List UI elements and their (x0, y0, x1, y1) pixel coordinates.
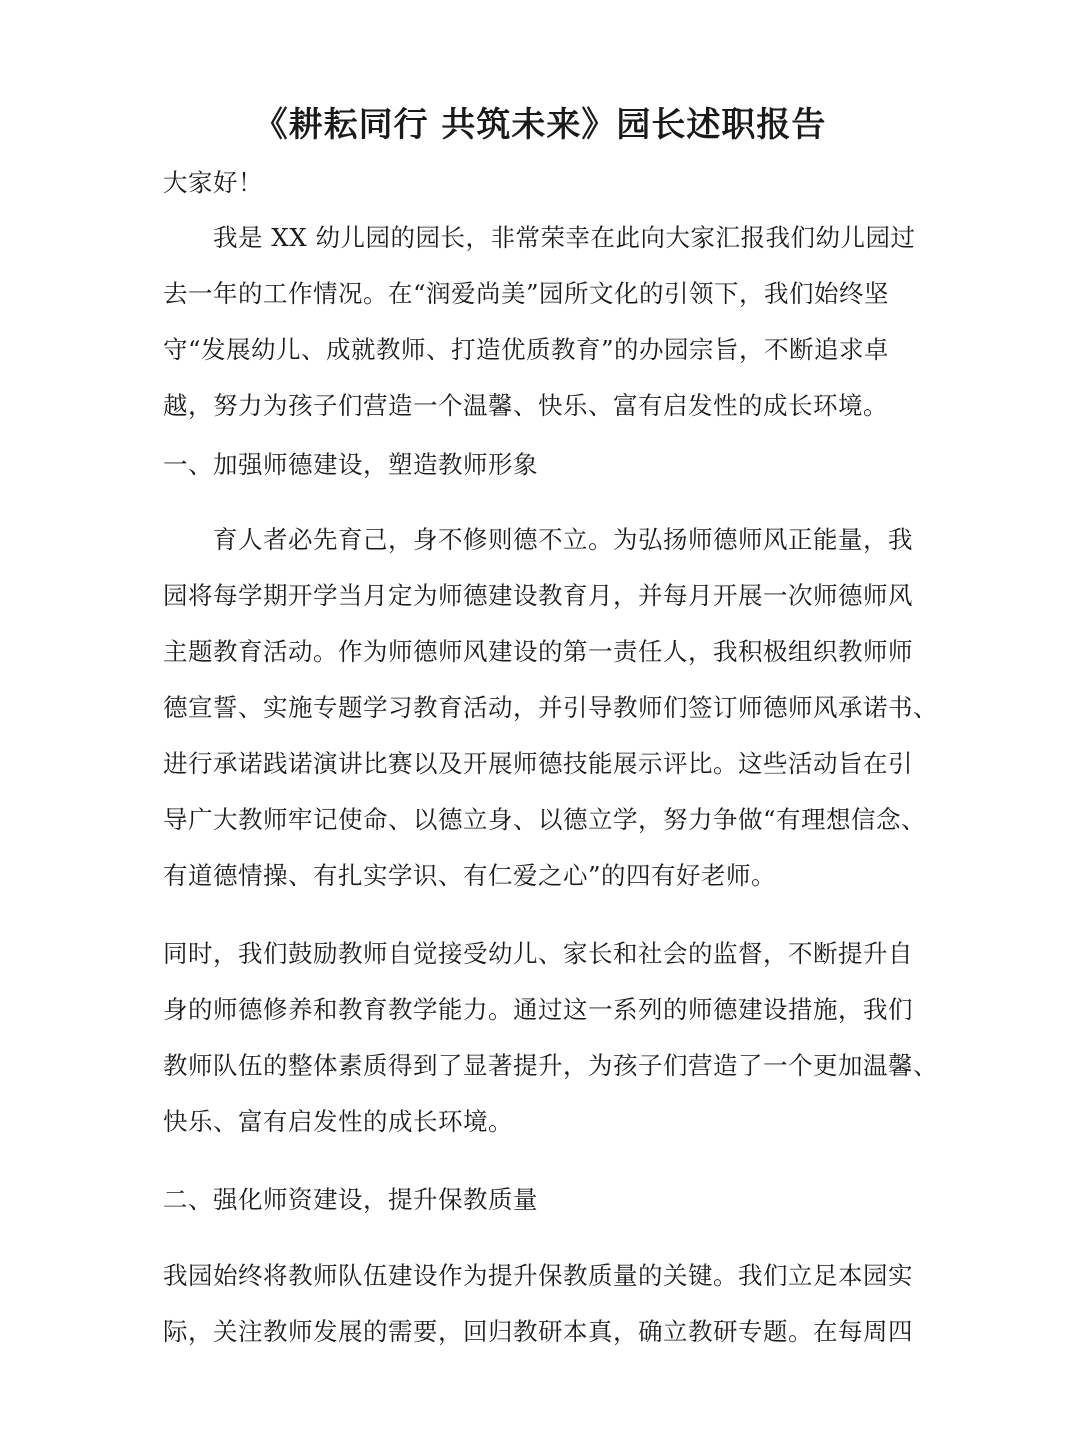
paragraph-line: 快乐、富有启发性的成长环境。 (163, 1107, 513, 1136)
paragraph-line: 身的师德修养和教育教学能力。通过这一系列的师德建设措施，我们 (163, 995, 913, 1024)
paragraph-line: 同时，我们鼓励教师自觉接受幼儿、家长和社会的监督，不断提升自 (163, 939, 913, 968)
paragraph-line: 园将每学期开学当月定为师德建设教育月，并每月开展一次师德师风 (163, 581, 913, 610)
heading-line: 二、强化师资建设，提升保教质量 (163, 1185, 538, 1214)
section1-paragraph-1 (163, 512, 938, 904)
paragraph-line: 我园始终将教师队伍建设作为提升保教质量的关键。我们立足本园实 (163, 1261, 913, 1290)
section1-paragraph-2 (163, 926, 938, 1150)
section-heading-1 (163, 437, 923, 493)
intro-paragraph (163, 210, 923, 434)
paragraph-line: 我是 XX 幼儿园的园长，非常荣幸在此向大家汇报我们幼儿园过 (213, 223, 916, 252)
greeting-line: 大家好！ (163, 168, 263, 197)
section-heading-2 (163, 1172, 923, 1228)
document-title: 《耕耘同行 共筑未来》园长述职报告 (253, 105, 827, 145)
section2-paragraph-1 (163, 1248, 923, 1360)
paragraph-line: 际，关注教师发展的需要，回归教研本真，确立教研专题。在每周四 (163, 1317, 913, 1346)
paragraph-line: 德宣誓、实施专题学习教育活动，并引导教师们签订师德师风承诺书、 (163, 693, 938, 722)
paragraph-line: 守“发展幼儿、成就教师、打造优质教育”的办园宗旨，不断追求卓 (163, 335, 890, 364)
paragraph-line: 导广大教师牢记使命、以德立身、以德立学，努力争做“有理想信念、 (163, 805, 927, 834)
paragraph-line: 有道德情操、有扎实学识、有仁爱之心”的四有好老师。 (163, 861, 777, 890)
paragraph-line: 主题教育活动。作为师德师风建设的第一责任人，我积极组织教师师 (163, 637, 913, 666)
paragraph-line: 育人者必先育己，身不修则德不立。为弘扬师德师风正能量，我 (213, 525, 913, 554)
greeting (163, 155, 923, 211)
heading-line: 一、加强师德建设，塑造教师形象 (163, 450, 538, 479)
paragraph-line: 教师队伍的整体素质得到了显著提升，为孩子们营造了一个更加温馨、 (163, 1051, 938, 1080)
paragraph-line: 越，努力为孩子们营造一个温馨、快乐、富有启发性的成长环境。 (163, 391, 888, 420)
paragraph-line: 去一年的工作情况。在“润爱尚美”园所文化的引领下，我们始终坚 (163, 279, 890, 308)
paragraph-line: 进行承诺践诺演讲比赛以及开展师德技能展示评比。这些活动旨在引 (163, 749, 913, 778)
